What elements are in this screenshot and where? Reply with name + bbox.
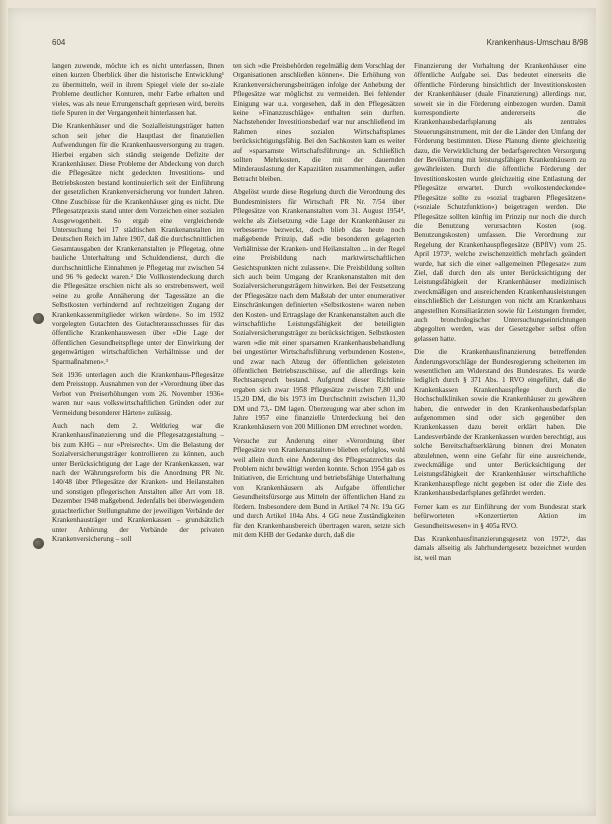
paragraph: Ferner kam es zur Einführung der vom Bundesrat stark befürworteten »Konzertierten Aktion im Gesundheitswesen« in § 405a RVO. [414,502,586,530]
paragraph: Versuche zur Änderung einer »Verordnung über Pflegesätze von Krankenanstalten« blieben erfolglos, wohl weil allein durch eine Änderung des Pflegesatzrechts das Problem nicht bewältigt werden konnte. Schon 1954 gab es Initiativen, die Errichtung und betriebsfähige Unterhaltung von Krankenhäusern als Aufgabe öffentlicher Gesundheitsfürsorge aus Mitteln der öffentlichen Hand zu fördern. Insbesondere dem Bund in Artikel 74 Nr. 19a GG und durch Artikel 104a Abs. 4 GG neue Zuständigkeiten für den Krankenhausbereich übertragen waren, setzte sich mit dem KHB der Gedanke durch, daß die [233,436,405,539]
page-fold-shadow-left [0,0,8,824]
text-column-1 [52,62,224,814]
text-column-2 [233,62,405,814]
running-head: Krankenhaus-Umschau 8/98 [486,38,588,47]
page-header [52,38,588,50]
text-column-3 [414,62,586,814]
punch-hole-mark [33,313,44,324]
paragraph: Das Krankenhausfinanzierungsgesetz von 1972⁶, das damals allseitig als Jahrhundertgesetz bezeichnet wurden ist, weil man [414,534,586,562]
page-fold-shadow-right [596,0,611,824]
paragraph: ten sich »die Preisbehörden regelmäßig dem Vorschlag der Organisationen anschließen können«. Die Erhöhung von Krankenversicherungsbeiträgen infolge der Anhebung der Pflegesätze war möglichst zu vermeiden. Bei fehlender Einigung war u.a. vorgesehen, daß in den Pflegesätzen keine »Finanzzuschläge« enthalten sein durften. Nachstehender Investitionsbedarf war nur anschließend im Rahmen eines sozialen Wirtschaftsplanes berücksichtigungsfähig. Bei den Sachkosten kam es weiter auf »sparsamste Wirtschaftsführung« an. Schließlich sollten Mehrkosten, die mit der dauernden Minderauslastung der Kapazitäten zusammenhingen, außer Betracht bleiben. [233,62,405,183]
paragraph: Seit 1936 unterlagen auch die Krankenhaus-Pflegesätze dem Preisstopp. Ausnahmen von der »Verordnung über das Verbot von Preiserhöhungen vom 26. November 1936« waren nur »aus volkswirtschaftlichen Gründen oder zur Vermeidung besonderer Härten« zulässig. [52,371,224,417]
page-number: 604 [52,38,66,47]
paragraph: Auch nach dem 2. Weltkrieg war die Krankenhausfinanzierung und die Pflegesatzgestaltung – bis zum KHG – nur »Preisrecht«. Um die Belastung der Sozialversicherungsträger kontrollieren zu können, auch unter Berücksichtigung der Lage der Krankenkassen, war nach der Währungsreform bis die Anordnung PR Nr. 140/48 über Pflegesätze der Kranken- und Heilanstalten und sonstigen pflegerischen Anstalten aller Art vom 18. Dezember 1948 maßgebend. Jedenfalls bei überwiegendem gutachterlicher Stellungnahme der jeweiligen Verbände der Krankenhausträger und Krankenkassen – grundsätzlich unter Anhörung der Verbände der privaten Krankenversicherung – soll [52,422,224,543]
paragraph: Die Krankenhäuser und die Sozialleistungsträger hatten schon seit jeher die Hauptlast der finanziellen Aufwendungen für die Krankenhausversorgung zu tragen. Hierbei ergaben sich ständig steigende Defizite der Krankenhäuser. Diese Probleme der Abdeckung von durch die Pflegesätze nicht gedeckten Investitions- und Betriebskosten bestand kontinuierlich seit der Einführung der gesetzlichen Krankenversicherung vor hundert Jahren. Ohne Zuschüsse für die Krankenhäuser ging es nicht. Die Pflegesatzpraxis stand unter dem Vorzeichen einer sozialen Ausgewogenheit. So ergab eine vergleichende Untersuchung bei 17 städtischen Krankenanstalten im Deutschen Reich im Jahre 1907, daß die durchschnittlichen Gesamtausgaben der Krankenanstalten je Pflegetag, ohne bauliche Unterhaltung und Schuldendienst, durch die durchschnittliche Einnahmen je Pflegetag nur zwischen 54 und 96 % gedeckt waren.² Die Vollkostendeckung durch die Pflegesätze erschien nicht als so erstrebenswert, weil »eine zu große Annäherung der Tagessätze an die Selbstkosten verhindernd auf rechtzeitigen Zugang der Krankenkassenmitglieder wirken würden«. So im 1932 vorgelegten Gutachten des Gutachterausschusses für das öffentliche Krankenhauswesen über »Die Lage der öffentlichen Gesundheitspflege unter der Einwirkung der gegenwärtigen wirtschaftlichen Verhältnisse und der Sparmaßnahmen«.³ [52,122,224,366]
paragraph: Die die Krankenhausfinanzierung betreffenden Änderungsvorschläge der Bundesregierung scheiterten im wesentlichen am Widerstand des Bundesrates. Es wurde lediglich durch § 371 Abs. 1 RVO eingeführt, daß die Krankenkassen Krankenhauspflege durch die Hochschulkliniken sowie die Krankenhäuser zu gewähren haben, die entweder in den Krankenhausbedarfsplan aufgenommen sind oder sich gegenüber den Krankenkassen dazu bereit erklärt haben. Die Landesverbände der Krankenkassen wurden berechtigt, aus solche Bereitschaftserklärung binnen drei Monaten abzulehnen, wenn eine Gefahr für eine ausreichende, zweckmäßige und unter Berücksichtigung der Leistungsfähigkeit der Krankenhäuser wirtschaftliche Krankenhauspflege nicht gegeben ist oder die Ziele des Krankenhausbedarfsplanes gefährdet werden. [414,348,586,498]
paragraph: Abgelöst wurde diese Regelung durch die Verordnung des Bundesministers für Wirtschaft PR Nr. 7/54 über Pflegesätze von Krankenanstalten vom 31. August 1954⁴, welche als Zielsetzung »die Lage der Krankenhäuser zu verbessern« bezweckt, doch blieb das heute noch maßgebende Prinzip, daß »die besonderen gelagerten Verhältnisse der Kranken- und Heilanstalten ... in der Regel eine Preisbildung nach marktwirtschaftlichen Gesichtspunkten nicht zulassen«. Die Preisbildung sollten sich auch beim Umgang der Krankenanstalten mit den Sozialversicherungsträgern hinwirken. Bei der Festsetzung der Pflegesätze nach dem Maßstab der unter enumerativer Einschränkungen definierten »Selbstkosten« waren neben den Kosten- und Ertragslage der Krankenanstalten auch die wirtschaftliche Leistungsfähigkeit der beteiligten Sozialversicherungsträger zu berücksichtigen. Selbstkosten waren »die mit einer sparsamen Krankenhausbehandlung bei ungestörter Wirtschaftsführung verbundenen Kosten«, und zwar nach Abzug der öffentlichen geleisteten öffentlichen Betriebszuschüsse, auf die allerdings kein Rechtsanspruch bestand. Aufgrund dieser Richtlinie ergaben sich zwar 1958 Pflegesätze zwischen 7,80 und 15,20 DM, die bis 1973 im Durchschnitt zwischen 11,30 DM und 73,- DM lagen. Überzeugung war aber schon im Jahre 1957 eine finanzielle Unterdeckung bei den Krankenhäusern von 200 Millionen DM errechnet worden. [233,188,405,432]
paragraph: Finanzierung der Vorhaltung der Krankenhäuser eine öffentliche Aufgabe sei. Das bedeutet einerseits die öffentliche Förderung hinsichtlich der Investitionskosten der Krankenhäuser (duale Finanzierung) allerdings nur, soweit sie in die Förderung einbezogen wurden. Damit korrespondierte andererseits die Krankenhausbedarfsplanung als zentrales Steuerungsinstrument, mit der die Länder den Umfang der Förderung bestimmten. Diese Planung diente gleichzeitig dazu, die Verwirklichung der bedarfsgerechten Versorgung der Bevölkerung mit leistungsfähigen Krankenhäusern zu gewährleisten. Durch die öffentliche Förderung der Investitionskosten wurde gleichzeitig eine Entlastung der Pflegesätze erwartet. Durch »volkostendeckende« Pflegesätze sollte zu »sozial tragbaren Pflegesätzen« (»soziale Schutzfunktion«) beigetragen werden. Die Pflegesätze sollten künftig im Prinzip nur noch die durch die Benutzung verursachten Kosten (sog. Benutzungskosten) umfassen. Die Verordnung zur Regelung der Krankenhauspflegesätze (BPflV) vom 25. April 1973⁵, welche zwischenzeitlich mehrfach geändert wurde, hat sich die einer »allgemeinen Pflegesatz« zum Ziel, daß durch den als unter Berücksichtigung der Leistungsfähigkeit der Krankenhäuser medizinisch zweckmäßigen und ausreichenden Krankenhausleistungen einschließlich der Leistungen von nicht am Krankenhaus angestellten Konsiliarärzten sowie für Leistungen fremder, auch bronchologischer Untersuchungseinrichtungen abgegolten werden, was der Gesetzgeber selbst offen gelassen hatte. [414,62,586,343]
paragraph: langen zuwende, möchte ich es nicht unterlassen, Ihnen einen kurzen Überblick über die historische Entwicklung¹ zu übermitteln, weil in ihrem Spiegel viele der so-ziale Probleme deutlicher Konturen, mehr Farbe erhalten und vieles, was als neue Errungenschaft gepriesen wird, bereits tiefe Spuren in der Vergangenheit hinterlassen hat. [52,62,224,118]
punch-hole-mark [33,538,44,549]
